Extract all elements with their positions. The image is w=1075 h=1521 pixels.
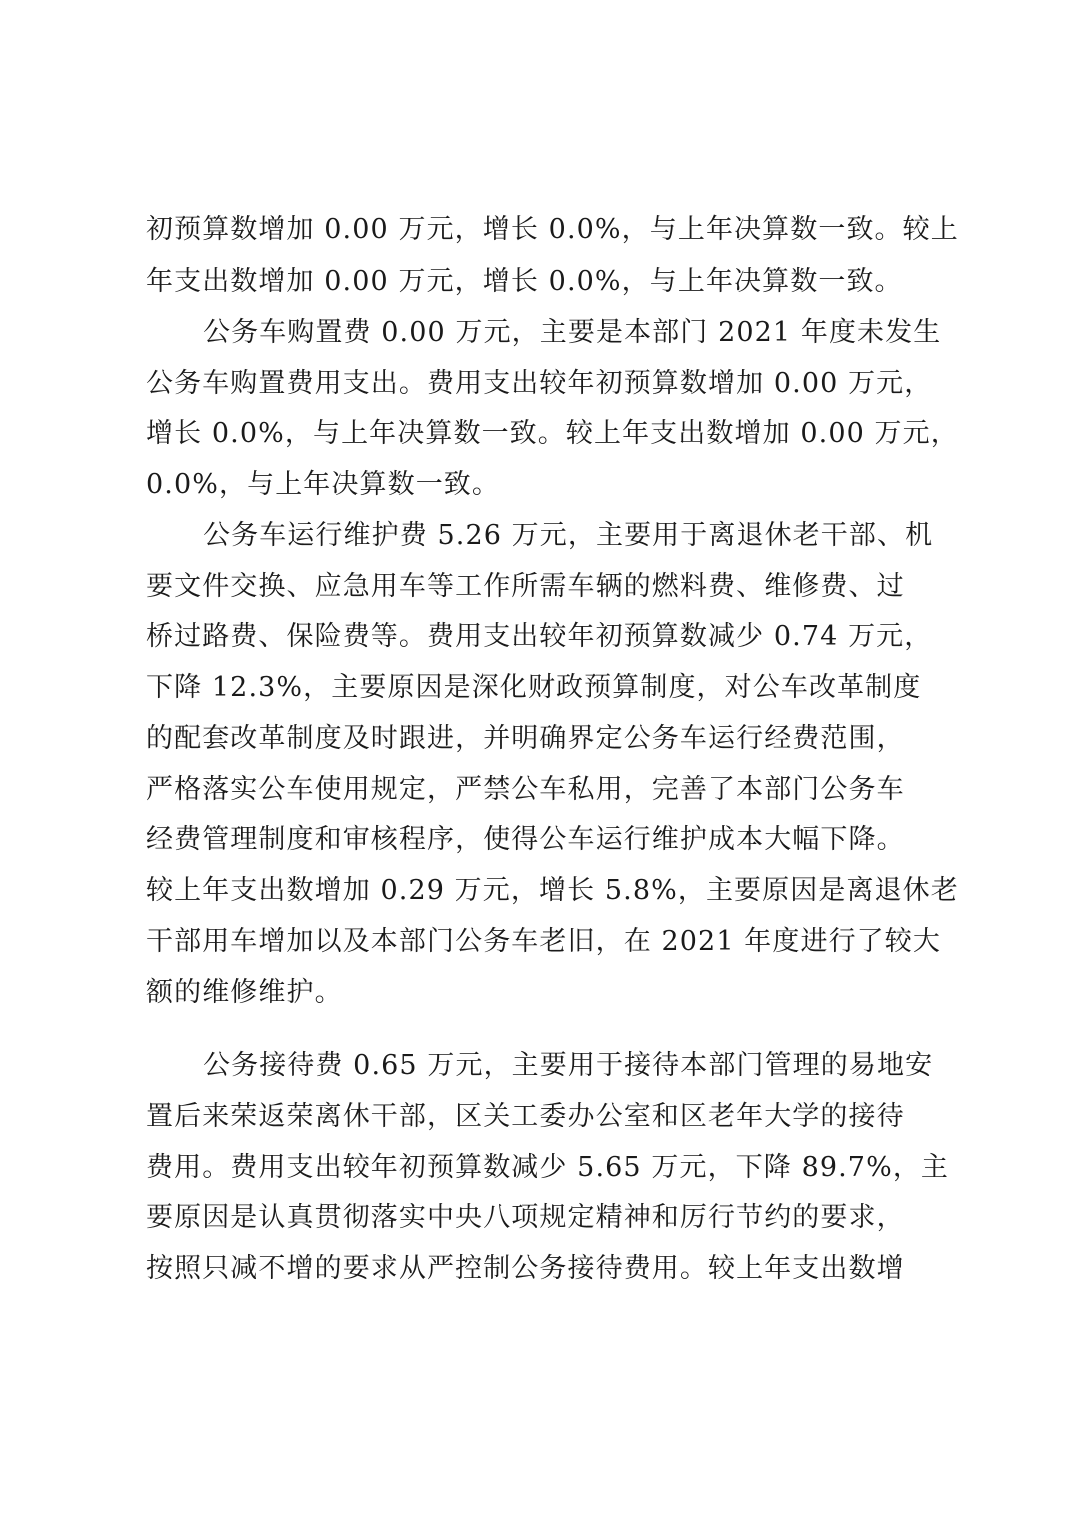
text-line: 公务车购置费用支出。费用支出较年初预算数增加 0.00 万元，	[146, 368, 933, 399]
text-line: 年支出数增加 0.00 万元，增长 0.0%，与上年决算数一致。	[146, 266, 903, 297]
text-line: 要原因是认真贯彻落实中央八项规定精神和厉行节约的要求，	[146, 1202, 905, 1233]
text-line: 置后来荣返荣离休干部，区关工委办公室和区老年大学的接待	[146, 1101, 905, 1132]
text-line: 增长 0.0%，与上年决算数一致。较上年支出数增加 0.00 万元，	[146, 418, 959, 449]
text-line: 的配套改革制度及时跟进，并明确界定公务车运行经费范围，	[146, 723, 905, 754]
text-line: 要文件交换、应急用车等工作所需车辆的燃料费、维修费、过	[146, 571, 905, 602]
text-line: 公务车购置费 0.00 万元，主要是本部门 2021 年度未发生	[203, 317, 942, 348]
text-line: 初预算数增加 0.00 万元，增长 0.0%，与上年决算数一致。较上	[146, 214, 959, 245]
text-line: 桥过路费、保险费等。费用支出较年初预算数减少 0.74 万元，	[146, 621, 933, 652]
text-line: 0.0%，与上年决算数一致。	[146, 469, 500, 500]
text-line: 较上年支出数增加 0.29 万元，增长 5.8%，主要原因是离退休老	[146, 875, 959, 906]
text-line: 公务车运行维护费 5.26 万元，主要用于离退休老干部、机	[203, 520, 934, 551]
text-line: 经费管理制度和审核程序，使得公车运行维护成本大幅下降。	[146, 824, 905, 855]
text-line: 严格落实公车使用规定，严禁公车私用，完善了本部门公务车	[146, 774, 905, 805]
text-line: 下降 12.3%，主要原因是深化财政预算制度，对公车改革制度	[146, 672, 922, 703]
text-line: 公务接待费 0.65 万元，主要用于接待本部门管理的易地安	[203, 1050, 934, 1081]
text-line: 额的维修维护。	[146, 977, 343, 1008]
text-line: 按照只减不增的要求从严控制公务接待费用。较上年支出数增	[146, 1253, 905, 1284]
text-line: 费用。费用支出较年初预算数减少 5.65 万元，下降 89.7%，主	[146, 1152, 950, 1183]
text-line: 干部用车增加以及本部门公务车老旧，在 2021 年度进行了较大	[146, 926, 941, 957]
